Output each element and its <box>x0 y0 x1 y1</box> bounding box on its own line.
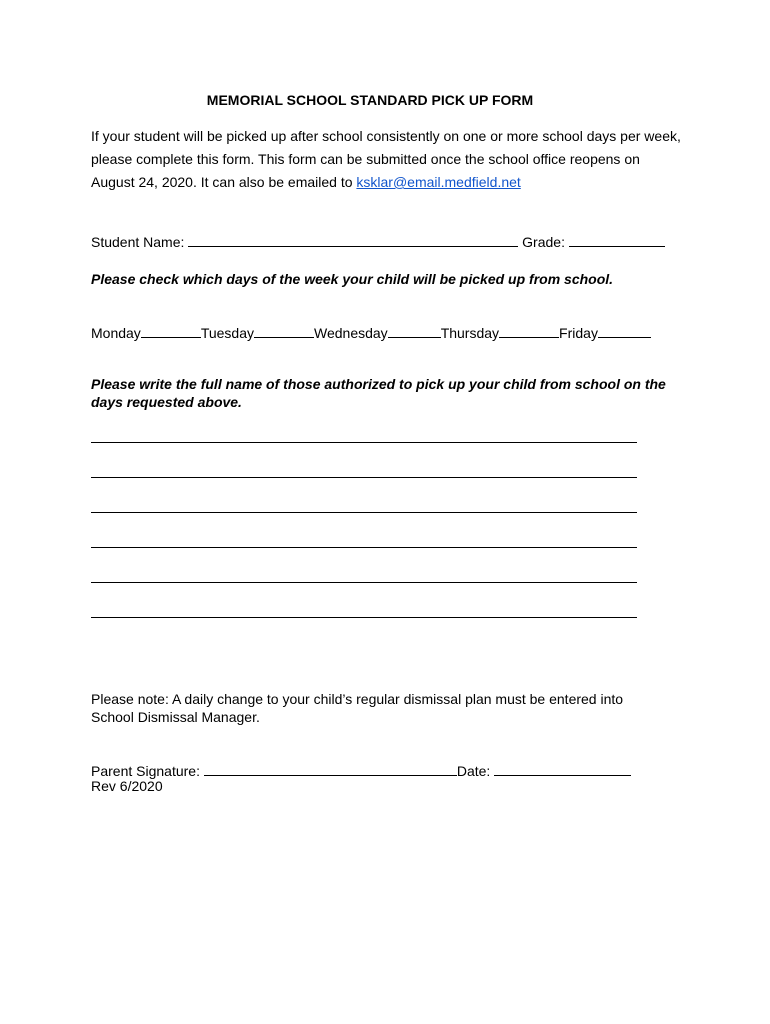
authorized-name-line-3[interactable] <box>91 512 637 513</box>
form-title: MEMORIAL SCHOOL STANDARD PICK UP FORM <box>206 92 534 108</box>
day-field-monday[interactable] <box>141 323 201 338</box>
day-label-wednesday: Wednesday <box>314 325 388 341</box>
day-field-friday[interactable] <box>598 323 651 338</box>
parent-signature-label: Parent Signature: <box>91 763 204 779</box>
grade-field[interactable] <box>569 232 665 247</box>
email-link[interactable]: ksklar@email.medfield.net <box>356 174 521 190</box>
day-field-thursday[interactable] <box>499 323 559 338</box>
day-field-wednesday[interactable] <box>388 323 441 338</box>
authorized-name-line-6[interactable] <box>91 617 637 618</box>
day-label-thursday: Thursday <box>440 325 500 341</box>
intro-line-2: please complete this form. This form can be submitted once the school office reopens on <box>91 151 640 167</box>
intro-line-3 <box>91 171 691 194</box>
signature-row <box>91 761 631 779</box>
date-label: Date: <box>456 763 495 779</box>
days-row <box>91 323 651 341</box>
day-field-tuesday[interactable] <box>254 323 314 338</box>
student-name-label: Student Name: <box>91 234 189 250</box>
authorized-name-line-4[interactable] <box>91 547 637 548</box>
authorized-name-line-5[interactable] <box>91 582 637 583</box>
authorized-instruction-line-1: Please write the full name of those authorized to pick up your child from school on the <box>91 376 666 392</box>
revision-label: Rev 6/2020 <box>91 778 163 794</box>
student-name-field[interactable] <box>188 232 518 247</box>
intro-line-3-text: August 24, 2020. It can also be emailed to <box>91 174 357 190</box>
day-label-friday: Friday <box>559 325 598 341</box>
note-line-1: Please note: A daily change to your child’s regular dismissal plan must be entered into <box>91 691 624 707</box>
dismissal-note <box>91 690 691 726</box>
authorized-instruction-line-2: days requested above. <box>91 394 242 410</box>
student-name-row <box>91 232 665 250</box>
parent-signature-field[interactable] <box>204 761 457 776</box>
authorized-name-line-2[interactable] <box>91 477 637 478</box>
day-label-monday: Monday <box>91 325 141 341</box>
day-label-tuesday: Tuesday <box>200 325 254 341</box>
days-instruction: Please check which days of the week your child will be picked up from school. <box>91 271 614 287</box>
intro-line-1: If your student will be picked up after school consistently on one or more school days per week, <box>91 128 681 144</box>
intro-paragraph <box>91 125 691 194</box>
note-line-2: School Dismissal Manager. <box>91 709 260 725</box>
authorized-name-line-1[interactable] <box>91 442 637 443</box>
authorized-instruction <box>91 375 691 411</box>
date-field[interactable] <box>494 761 631 776</box>
grade-label: Grade: <box>518 234 569 250</box>
